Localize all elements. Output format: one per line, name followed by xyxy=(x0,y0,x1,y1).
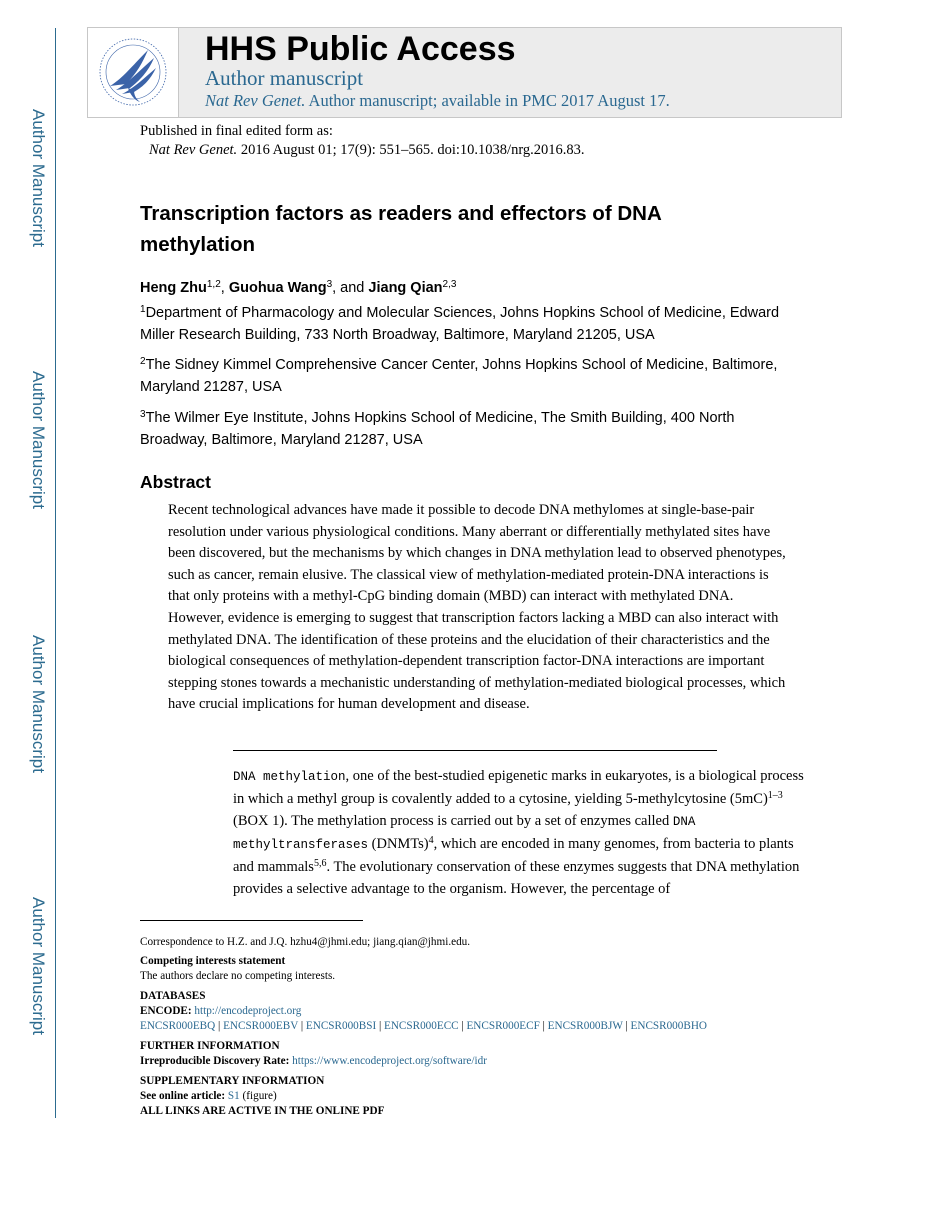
article-title: Transcription factors as readers and effectors of DNA methylation xyxy=(140,202,661,256)
abstract-text: Recent technological advances have made it possible to decode DNA methylomes at single-base-pair resolution under various physiological conditions. Many aberrant or differentially methylated sites have been discovered, but the mechanisms by which changes in DNA methylation lead to observed phenotypes, such as cancer, remain elusive. The classical view of methylation-mediated protein-DNA interactions is that only proteins with a methyl-CpG binding domain (MBD) can interact with methylated DNA. However, evidence is emerging to suggest that transcription factors lacking a MBD can also interact with methylated DNA. The identification of these proteins and the elucidation of their characteristics and the biological consequences of methylation-dependent transcription factor-DNA interactions are important stepping stones towards a mechanistic understanding of methylation-mediated biological processes, which have crucial implications for human development and disease. xyxy=(168,502,786,713)
hhs-eagle-seal-icon xyxy=(88,28,178,117)
encode-accession-link[interactable]: ENCSR000ECC xyxy=(384,1020,459,1032)
published-label: Published in final edited form as: xyxy=(140,123,333,139)
affiliation-2: $^2$The Sidney Kimmel Comprehensive Cancer Center, Johns Hopkins School of Medicine, Baltimore, Maryland 21287, USA xyxy=(140,356,778,395)
affiliation-3: $^3$The Wilmer Eye Institute, Johns Hopkins School of Medicine, The Smith Building, 400 North Broadway, Baltimore, Maryland 21287, USA xyxy=(140,409,735,448)
abstract-heading: Abstract xyxy=(140,472,211,492)
availability-line: Nat Rev Genet. Author manuscript; available in PMC 2017 August 17. xyxy=(205,91,670,110)
online-article-line: See online article: S1 (figure) xyxy=(140,1090,277,1102)
encode-accession-link[interactable]: ENCSR000EBQ xyxy=(140,1020,216,1032)
correspondence-note: Correspondence to H.Z. and J.Q. hzhu4@jhmi.edu; jiang.qian@jhmi.edu. xyxy=(140,936,471,948)
further-information-heading: FURTHER INFORMATION xyxy=(140,1040,280,1052)
encode-accession-link[interactable]: ENCSR000BJW xyxy=(547,1020,623,1032)
affiliation-1: $^1$Department of Pharmacology and Molecular Sciences, Johns Hopkins School of Medicine, Edward Miller Research Building, 733 North Broadway, Baltimore, Maryland 21205, USA xyxy=(140,304,780,343)
body-paragraph: DNA methylation, one of the best-studied epigenetic marks in eukaryotes, is a biological process in which a methyl group is covalently added to a cytosine, yielding 5-methylcytosine $(5mC)^{1-3}$ (BOX 1). The methylation process is carried out by a set of enzymes called DNA methyltransferases (DNMTs)$^4$, which are encoded in many genomes, from bacteria to plants and mammals$^{5,6}$. The evolutionary conservation of these enzymes suggests that DNA methylation provides a selective advantage to the organism. However, the percentage of xyxy=(233,768,804,897)
author-list: Heng Zhu$^{1,2}$, Guohua Wang$^3$, and Jiang Qian$^{2,3}$ xyxy=(140,279,457,296)
footnote-divider xyxy=(140,920,363,921)
databases-heading: DATABASES xyxy=(140,990,206,1002)
supplementary-s1-link[interactable]: S1 xyxy=(227,1090,240,1102)
competing-interests-text: The authors declare no competing interests. xyxy=(140,970,336,982)
citation-line: Nat Rev Genet. 2016 August 01; 17(9): 551–565. doi:10.1038/nrg.2016.83. xyxy=(149,142,585,158)
encode-link[interactable]: http://encodeproject.org xyxy=(194,1005,302,1017)
author-manuscript-subtitle: Author manuscript xyxy=(205,66,364,90)
idr-line: Irreproducible Discovery Rate: https://www.encodeproject.org/software/idr xyxy=(140,1055,487,1067)
competing-interests-heading: Competing interests statement xyxy=(140,955,286,967)
encode-accession-link[interactable]: ENCSR000ECF xyxy=(466,1020,540,1032)
encode-accession-link[interactable]: ENCSR000EBV xyxy=(223,1020,299,1032)
hhs-logo xyxy=(87,27,179,118)
encode-accession-link[interactable]: ENCSR000BSI xyxy=(305,1020,377,1032)
glossary-term-dna-methylation[interactable]: DNA methylation xyxy=(233,770,346,784)
side-rule xyxy=(55,28,56,1118)
supplementary-heading: SUPPLEMENTARY INFORMATION xyxy=(140,1075,325,1087)
links-active-note: ALL LINKS ARE ACTIVE IN THE ONLINE PDF xyxy=(140,1105,385,1117)
glossary-term-dna-methyltransferases[interactable]: DNA methyltransferases xyxy=(233,815,696,852)
hhs-public-access-title: HHS Public Access xyxy=(205,30,516,68)
encode-accession-list: ENCSR000EBQ | ENCSR000EBV | ENCSR000BSI | ENCSR000ECC | ENCSR000ECF | ENCSR000BJW | ENCSR000BHO xyxy=(140,1020,707,1032)
encode-line: ENCODE: http://encodeproject.org xyxy=(140,1005,302,1017)
encode-accession-link[interactable]: ENCSR000BHO xyxy=(630,1020,707,1032)
idr-link[interactable]: https://www.encodeproject.org/software/idr xyxy=(292,1055,487,1067)
section-divider xyxy=(233,750,717,751)
